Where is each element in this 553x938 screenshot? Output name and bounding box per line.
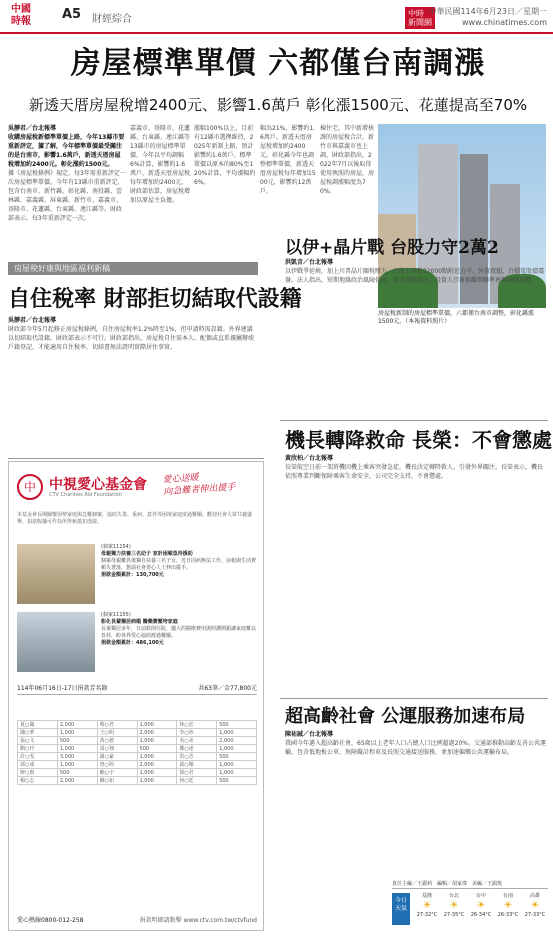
ad-footer (17, 915, 257, 924)
case-photo (17, 612, 95, 672)
donor-amount: 500 (217, 721, 257, 729)
donor-row (18, 753, 257, 761)
article-headline: 機長轉降救命 長榮：不會懲處 (285, 428, 552, 452)
donor-table (17, 720, 257, 785)
divider (280, 698, 548, 699)
weather-today-label: 今日 天氣 (392, 893, 410, 925)
donor-row (18, 745, 257, 753)
donor-name: 洪○芳 (177, 753, 217, 761)
donor-name: 李○珍 (177, 729, 217, 737)
case-photo (17, 544, 95, 604)
article-body (285, 258, 547, 418)
ad-slogan: 愛心送暖 向急難者伸出援手 (162, 473, 236, 498)
case-body: 長輩獨居多年，日前跌倒住院，龐大的醫療費用與照護開銷讓家庭難以負荷，盼各界愛心協助渡過難關。 (101, 626, 257, 639)
article-headline: 自住稅率 財部拒切結取代設籍 (8, 286, 302, 312)
article-body (285, 454, 547, 694)
city-name: 台中 (475, 893, 486, 899)
donor-amount: 2,000 (57, 777, 97, 785)
newspaper-logo: 中國 時報 (11, 4, 31, 27)
donor-amount: 500 (57, 737, 97, 745)
donor-amount: 3,000 (57, 753, 97, 761)
byline: 陳祐誠／台北報導 (285, 731, 334, 738)
donor-amount: 1,000 (57, 729, 97, 737)
donor-amount: 2,000 (137, 761, 177, 769)
donor-amount: 1,000 (137, 777, 177, 785)
article-text: 我國今年邁入超高齡社會，65歲以上老年人口占總人口比例超過20%。交通部推動高齡友善公共運輸，包含低地板公車、無障礙計程車及長照交通接送服務，並加速偏鄉公共運輸布局。 (285, 740, 546, 756)
donor-row (18, 761, 257, 769)
article-text: 以伊戰爭延燒，加上川普晶片關稅壓力，台股上周於22000點附近力守，外資賣超，台積電股價震盪。法人指出，短期地緣政治風險仍高，股市波動加大，投資人宜審慎觀察聯準會與國際局勢。 (285, 268, 545, 284)
editor-credits: 責任主編／王麗莉 編輯／胡家瑋 美編／王韻筑 (392, 881, 503, 887)
byline: 吳靜君／台北報導 (8, 317, 57, 324)
byline: 吳靜君／台北報導 (8, 125, 57, 132)
article-headline: 超高齡社會 公運服務加速布局 (285, 706, 526, 727)
article-text: 據《房屋稅條例》規定，每3年需重新評定一次房屋標準單價。今年有13縣市重新評定，包含台南市、新竹縣、彰化縣、南投縣、雲林縣、嘉義縣、屏東縣、新竹市、嘉義市、基隆市、花蓮縣、台東縣、連江縣等。財政部表示，每3年重新評定一次。 (8, 170, 126, 222)
donor-row (18, 721, 257, 729)
city-temperature: 27-33°C (524, 912, 546, 918)
city-temperature: 26-33°C (497, 912, 519, 918)
donor-amount: 1,000 (137, 737, 177, 745)
donor-row (18, 769, 257, 777)
article-body (8, 316, 258, 456)
donor-name: 謝○豪 (97, 753, 137, 761)
city-name: 台南 (502, 893, 513, 899)
donor-name: 吳○美 (177, 737, 217, 745)
donor-name: 邱○傑 (177, 761, 217, 769)
main-headline: 房屋標準單價 六都僅台南調漲 (70, 46, 486, 81)
sun-icon: ☀ (422, 900, 432, 911)
page-number: A5 (62, 7, 82, 22)
donor-amount: 500 (217, 753, 257, 761)
donor-name: 何○廷 (177, 777, 217, 785)
donor-name: 曾○婷 (97, 761, 137, 769)
donor-name: 陳○華 (18, 729, 58, 737)
sun-icon: ☀ (476, 900, 486, 911)
donor-amount: 1,000 (57, 745, 97, 753)
donor-amount: 2,000 (57, 721, 97, 729)
donor-list-title: 114年06月16日-17日捐款芳名錄 (17, 685, 108, 692)
article-text: 長榮航空日前一架班機因機上乘客突發急症，機長決定轉降救人，引發外界關注。長榮表示，機長依照專業判斷保障乘客生命安全，公司完全支持，不會懲處。 (285, 464, 544, 480)
sun-icon: ☀ (449, 900, 459, 911)
city-name: 高雄 (529, 893, 540, 899)
sun-icon: ☀ (503, 900, 513, 911)
donor-name: 郭○成 (18, 761, 58, 769)
donor-name: 許○雯 (18, 753, 58, 761)
case-body: 個案母親離異後獨自扶養三名子女，近日因病無法工作，房租與生活費頓失著落，懇請社會善心人士伸出援手。 (101, 558, 257, 571)
donor-amount: 1,000 (217, 761, 257, 769)
donor-name: 黃○德 (97, 737, 137, 745)
city-temperature: 27-35°C (443, 912, 465, 918)
article-headline: 以伊+晶片戰 台股力守2萬2 (285, 238, 499, 258)
donation-link[interactable]: 捐款明細請點擊 www.ctv.com.tw/ctvfund (139, 917, 257, 924)
donor-amount: 1,000 (57, 761, 97, 769)
donor-amount: 1,000 (217, 745, 257, 753)
case-text (101, 612, 257, 647)
photo-caption: 房屋稅新制的房屋標準單價，六都僅台南市調整，彰化縣漲1500元。（本報資料照片） (378, 310, 535, 325)
weather-city (495, 893, 521, 919)
byline: 洪凱音／台北報導 (285, 259, 334, 266)
donor-row (18, 777, 257, 785)
donor-row (18, 729, 257, 737)
article-text: 財政部今年5月起修正房屋稅條例，自住房屋稅率1.2%降至1%，但申請時需設籍。外界建議以切結取代設籍，財政部表示不可行。財政部指出，房屋稅自住需本人、配偶或直系親屬辦竣戶籍登記，才能適用自住稅率，切結書無法證明實際居住事實。 (8, 326, 255, 351)
donor-name: 王○明 (97, 729, 137, 737)
news-site-tag: 中時 新聞網 (405, 7, 435, 29)
hotline: 愛心熱線0800-012-258 (17, 917, 84, 924)
section-band: 房屋稅好康與地區福利新稿 (8, 262, 258, 275)
article-column: 漲幅100%以上，目前有12縣市選擇維持，2025年新制上路，預計影響約1.6萬戶。標準單價以原本的80%至120%計算，平均漲幅約6%。 (194, 125, 256, 186)
case-card (17, 544, 257, 604)
donor-name: 賴○宇 (97, 769, 137, 777)
donor-name: 周○翔 (97, 745, 137, 753)
masthead (0, 0, 553, 34)
donor-amount: 2,000 (137, 729, 177, 737)
weather-city (468, 893, 494, 919)
donor-list-total: 共63筆／金77,800元 (198, 685, 257, 692)
weather-strip (392, 888, 548, 928)
case-amount: 捐款金額累計：130,700元 (101, 572, 164, 578)
case-id: (個案11154) (101, 544, 131, 550)
city-temperature: 26-34°C (470, 912, 492, 918)
foundation-name: 中視愛心基金會 (49, 477, 147, 493)
donor-amount: 1,000 (217, 729, 257, 737)
case-title: 母親獨力扶養三名幼子 家計困頓急待援助 (101, 551, 193, 557)
section-name: 財經綜合 (92, 14, 132, 25)
donor-amount: 1,000 (137, 753, 177, 761)
article-column: 幅為21%，影響約1.6萬戶，新透天厝房屋稅增加約2400元。彰化縣今年也調整標準單價，新透天厝房屋稅每年增加1500元，影響約12萬戶。 (260, 125, 316, 195)
donor-name: 劉○玲 (18, 745, 58, 753)
divider (8, 458, 264, 459)
city-temperature: 27-32°C (416, 912, 438, 918)
date-line (428, 6, 547, 28)
donor-name: 鄭○達 (177, 745, 217, 753)
donor-amount: 500 (57, 769, 97, 777)
divider (280, 420, 548, 421)
article-body (285, 730, 547, 870)
foundation-english-name: CTV Charities Aid Foundation (49, 492, 122, 498)
weather-city (522, 893, 548, 919)
donor-list-header (17, 683, 257, 695)
main-subhead: 新透天厝房屋稅增2400元、影響1.6萬戶 彰化漲1500元、花蓮提高至70% (28, 96, 528, 114)
donor-name: 蔡○君 (97, 721, 137, 729)
lead-article (8, 124, 126, 260)
sun-icon: ☀ (530, 900, 540, 911)
donor-name: 楊○志 (18, 777, 58, 785)
city-name: 基隆 (421, 893, 432, 899)
case-card (17, 612, 257, 672)
charity-advertisement (8, 461, 264, 931)
article-column: 嘉義市、基隆市、花蓮縣、台東縣、連江縣等13縣市的房屋標準單價，今年以平均調幅6%計算，影響約1.6萬戶，新透天厝房屋稅每年增加約2400元。財政部估算，房屋稅增加以原屋主負擔。 (130, 125, 190, 204)
donor-amount: 2,000 (217, 737, 257, 745)
donor-name: 蘇○如 (97, 777, 137, 785)
donor-name: 張○文 (18, 737, 58, 745)
case-text (101, 544, 257, 579)
donor-name: 徐○君 (177, 769, 217, 777)
donor-amount: 500 (137, 745, 177, 753)
case-amount: 捐款金額累計：486,100元 (101, 640, 164, 646)
foundation-logo: 中 (17, 474, 43, 500)
site-url: www.chinatimes.com (462, 18, 547, 27)
weather-city (441, 893, 467, 919)
donor-amount: 1,000 (137, 769, 177, 777)
ad-intro: 本基金會長期關懷弱勢家庭與急難個案，協助失業、重病、意外等困境家庭度過難關。歡迎社會大眾共襄盛舉，捐款收據可作為所得稅抵扣憑證。 (17, 512, 253, 525)
donor-amount: 1,000 (217, 769, 257, 777)
case-title: 彰化長輩獨居病榻 醫藥費壓垮家庭 (101, 619, 178, 625)
weather-city (414, 893, 440, 919)
case-id: (個案11155) (101, 612, 131, 618)
donor-name: 廖○惠 (18, 769, 58, 777)
lead-paragraph: 收購房屋稅新標準單價上路，今年13縣市要重新評定，據了解，今年標準單價最受關注的是台南市，影響1.6萬戶，新透天厝房屋稅增加約2400元。彰化漲約1500元。 (8, 134, 125, 168)
byline: 黃欣柏／台北報導 (285, 455, 334, 462)
donor-row (18, 737, 257, 745)
article-column: 棟住宅，其中新增核課的房屋稅合計，新竹市與嘉義市也上調，財政部指出，2022年7月以後取得使用執照的房屋，房屋稅調漲幅度為70%。 (320, 125, 374, 195)
donor-amount: 500 (217, 777, 257, 785)
donor-name: 夏○鳳 (18, 721, 58, 729)
donor-name: 林○宏 (177, 721, 217, 729)
city-name: 台北 (448, 893, 459, 899)
issue-date: 中華民國114年6月23日／星期一 (428, 7, 547, 16)
donor-amount: 1,000 (137, 721, 177, 729)
